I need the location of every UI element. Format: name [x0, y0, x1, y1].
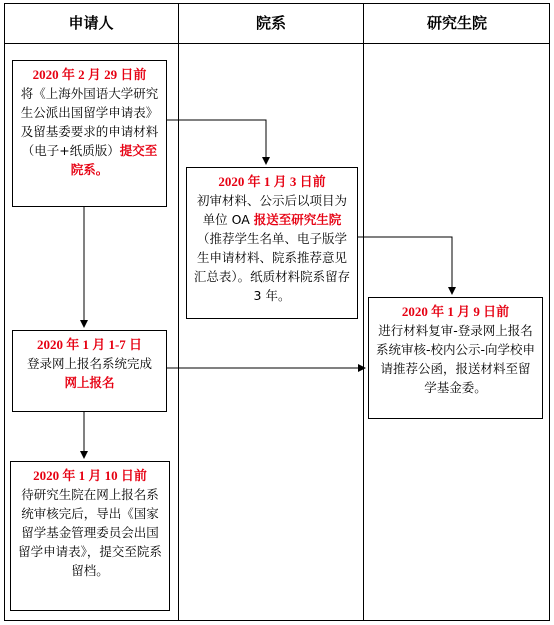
header-graduate-school: 研究生院: [426, 14, 487, 32]
step-date: 2020 年 2 月 29 日前: [32, 67, 147, 82]
step-highlight: 报送至研究生院: [253, 212, 342, 227]
step-text: 将《上海外国语大学研究生公派出国留学申请表》及留基委要求的申请材料（电子+纸质版）: [20, 86, 159, 158]
step-date: 2020 年 1 月 10 日前: [33, 468, 147, 483]
header-applicant: 申请人: [68, 14, 114, 32]
step-text: 待研究生院在网上报名系统审核完后，导出《国家留学基金管理委员会出国留学申请表》，提交至院系留档。: [18, 487, 162, 578]
arrow-step2-to-step4: [358, 237, 452, 294]
step-text: 进行材料复审-登录网上报名系统审核-校内公示-向学校申请推荐公函，报送材料至留学基金委。: [375, 323, 536, 395]
step-text-after: （推荐学生名单、电子版学生申请材料、院系推荐意见汇总表）。纸质材料院系留存 3 年。: [193, 231, 351, 303]
step-text: 登录网上报名系统完成: [26, 356, 152, 371]
step-highlight: 网上报名: [64, 375, 115, 390]
step-highlight: 提交至院系。: [70, 143, 158, 177]
step-text: 初审材料、公示后以项目为单位 OA: [196, 193, 347, 227]
header-department: 院系: [255, 14, 286, 32]
arrow-step1-to-step2: [167, 120, 266, 164]
step-date: 2020 年 1 月 9 日前: [401, 304, 510, 319]
step-date: 2020 年 1 月 3 日前: [218, 174, 326, 189]
step-date: 2020 年 1 月 1-7 日: [36, 337, 143, 352]
